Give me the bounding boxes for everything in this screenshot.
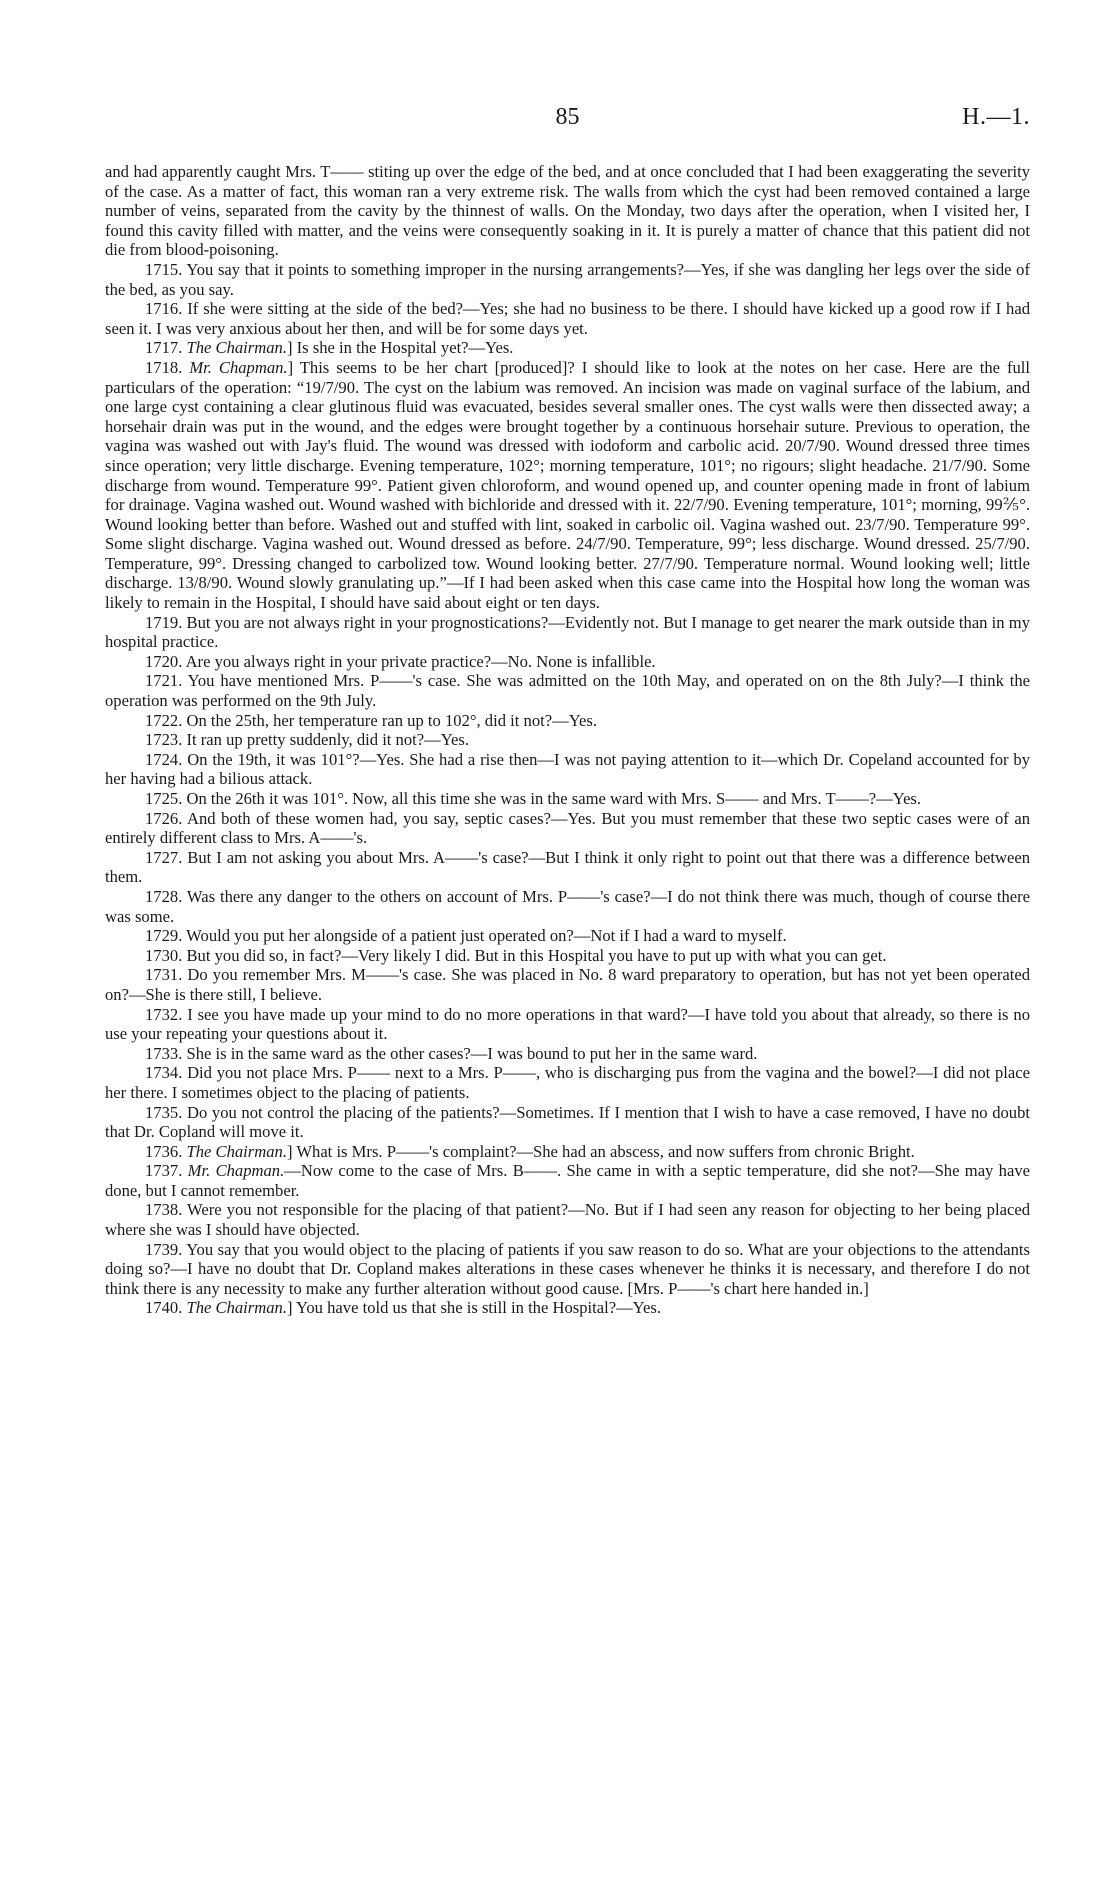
paragraph xyxy=(105,1142,1030,1162)
paragraph-text: 1727. But I am not asking you about Mrs. A——'s case?—But I think it only right to point out that there was a difference between them. xyxy=(105,847,1030,887)
paragraph-text: 1730. But you did so, in fact?—Very likely I did. But in this Hospital you have to put up with what you can get. xyxy=(145,945,887,965)
paragraph xyxy=(105,809,1030,848)
speaker-name: The Chairman. xyxy=(186,1298,287,1318)
paragraph-text: 1716. If she were sitting at the side of the bed?—Yes; she had no business to be there. I should have kicked up a good row if I had seen it. I was very anxious about her then, and will be for some days yet. xyxy=(105,299,1030,338)
paragraph-text: 1715. You say that it points to something improper in the nursing arrangements?—Yes, if she was dangling her legs over the side of the bed, as you say. xyxy=(105,259,1030,299)
paragraph xyxy=(105,1005,1030,1044)
paragraph xyxy=(105,965,1030,1004)
paragraph-text: 1723. It ran up pretty suddenly, did it not?—Yes. xyxy=(145,730,470,750)
paragraph-text: ] What is Mrs. P——'s complaint?—She had an abscess, and now suffers from chronic Bright. xyxy=(286,1141,915,1161)
paragraph-text: 1718. xyxy=(145,357,190,377)
paragraph xyxy=(105,926,1030,946)
page-header xyxy=(105,104,1030,144)
speaker-name: The Chairman. xyxy=(186,338,287,358)
paragraph-text: 1738. Were you not responsible for the placing of that patient?—No. But if I had seen any reason for objecting to her being placed where she was I should have objected. xyxy=(105,1200,1030,1240)
paragraph-text: 1736. xyxy=(145,1141,187,1161)
paragraph-text: 1725. On the 26th it was 101°. Now, all this time she was in the same ward with Mrs. S—— and Mrs. T——?—Yes. xyxy=(145,789,922,808)
paragraph-text: 1722. On the 25th, her temperature ran up to 102°, did it not?—Yes. xyxy=(145,710,597,730)
paragraph-text: 1733. She is in the same ward as the other cases?—I was bound to put her in the same ward. xyxy=(145,1043,758,1063)
speaker-name: Mr. Chapman. xyxy=(189,357,288,377)
testimony-text xyxy=(105,162,1030,1318)
paragraph xyxy=(105,887,1030,926)
paragraph-text: 1740. xyxy=(145,1298,187,1318)
paragraph-text: 1719. But you are not always right in your prognostications?—Evidently not. But I manage to get nearer the mark outside than in my hospital practice. xyxy=(105,612,1030,652)
paragraph-text: 1735. Do you not control the placing of the patients?—Sometimes. If I mention that I wish to have a case removed, I have no doubt that Dr. Copland will move it. xyxy=(105,1102,1030,1142)
paragraph xyxy=(105,789,1030,809)
page-reference: H.—1. xyxy=(962,104,1030,130)
paragraph xyxy=(105,1063,1030,1102)
paragraph xyxy=(105,260,1030,299)
paragraph-text: 1728. Was there any danger to the others on account of Mrs. P——'s case?—I do not think there was much, though of course there was some. xyxy=(105,886,1030,926)
paragraph-text: 1739. You say that you would object to the placing of patients if you saw reason to do so. What are your objections to the attendants doing so?—I have no doubt that Dr. Copland makes alterations in these cases whenever he thinks it is necessary, and therefore I do not think there is any necessity to make any further alteration without good cause. [Mrs. P——'s chart here handed in.] xyxy=(105,1239,1030,1298)
paragraph-text: 1729. Would you put her alongside of a patient just operated on?—Not if I had a ward to myself. xyxy=(145,926,787,946)
paragraph-text: ] This seems to be her chart [produced]? I should like to look at the notes on her case. Here are the full particulars of the operation: “19/7/90. The cyst on the labium was removed. An incision was made on vaginal surface of the labium, and one large cyst containing a clear glutinous fluid was evacuated, besides several smaller ones. The cyst walls were then dissected away; a horsehair drain was put in the wound, and the edges were brought together by a continuous horsehair suture. Previous to operation, the vagina was washed out with Jay's fluid. The wound was dressed with iodoform and carbolic acid. 20/7/90. Wound dressed three times since operation; very little discharge. Evening temperature, 102°; morning temperature, 101°; no rigours; slight headache. 21/7/90. Some discharge from wound. Temperature 99°. Patient given chloroform, and wound opened up, and counter opening made in front of labium for drainage. Vagina washed out. Wound washed with bichloride and dressed with it. 22/7/90. Evening temperature, 101°; morning, 99⅖°. Wound looking better than before. Washed out and stuffed with lint, soaked in carbolic oil. Vagina washed out. 23/7/90. Temperature 99°. Some slight discharge. Vagina washed out. Wound dressed as before. 24/7/90. Temperature, 99°; less discharge. Wound dressed. 25/7/90. Temperature, 99°. Dressing changed to carbolized tow. Wound looking better. 27/7/90. Temperature normal. Wound looking well; little discharge. 13/8/90. Wound slowly granulating up.”—If I had been asked when this case came into the Hospital how long the woman was likely to remain in the Hospital, I should have said about eight or ten days. xyxy=(105,357,1031,613)
paragraph xyxy=(105,613,1030,652)
paragraph xyxy=(105,162,1030,260)
paragraph-text: 1726. And both of these women had, you say, septic cases?—Yes. But you must remember that these two septic cases were of an entirely different class to Mrs. A——'s. xyxy=(105,808,1030,848)
paragraph-text: —Now come to the case of Mrs. B——. She came in with a septic temperature, did she not?—She may have done, but I cannot remember. xyxy=(105,1161,1030,1200)
paragraph xyxy=(105,671,1030,710)
paragraph-text: and had apparently caught Mrs. T—— stiting up over the edge of the bed, and at once concluded that I had been exaggerating the severity of the case. As a matter of fact, this woman ran a very extreme risk. The walls from which the cyst had been removed contained a large number of veins, separated from the cavity by the thinnest of walls. On the Monday, two days after the operation, when I visited her, I found this cavity filled with matter, and the veins were consequently soaking in it. It is purely a matter of chance that this patient did not die from blood-poisoning. xyxy=(105,162,1030,260)
paragraph-text: ] You have told us that she is still in the Hospital?—Yes. xyxy=(286,1298,661,1318)
paragraph xyxy=(105,946,1030,966)
speaker-name: Mr. Chapman. xyxy=(187,1161,285,1181)
paragraph xyxy=(105,848,1030,887)
paragraph xyxy=(105,730,1030,750)
paragraph-text: ] Is she in the Hospital yet?—Yes. xyxy=(286,338,514,358)
paragraph-text: 1737. xyxy=(145,1161,188,1181)
paragraph xyxy=(105,1298,1030,1318)
paragraph-text: 1731. Do you remember Mrs. M——'s case. She was placed in No. 8 ward preparatory to operation, but has not yet been operated on?—She is there still, I believe. xyxy=(105,965,1030,1004)
paragraph-text: 1724. On the 19th, it was 101°?—Yes. She had a rise then—I was not paying attention to it—which Dr. Copeland accounted for by her having had a bilious attack. xyxy=(105,749,1030,789)
paragraph xyxy=(105,358,1030,613)
paragraph xyxy=(105,338,1030,358)
page-number: 85 xyxy=(555,104,580,130)
paragraph-text: 1717. xyxy=(145,338,187,358)
paragraph-text: 1721. You have mentioned Mrs. P——'s case. She was admitted on the 10th May, and operated on on the 8th July?—I think the operation was performed on the 9th July. xyxy=(105,671,1030,711)
paragraph-text: 1732. I see you have made up your mind to do no more operations in that ward?—I have told you about that already, so there is no use your repeating your questions about it. xyxy=(105,1004,1030,1044)
paragraph xyxy=(105,1240,1030,1299)
paragraph-text: 1734. Did you not place Mrs. P—— next to a Mrs. P——, who is discharging pus from the vagina and the bowel?—I did not place her there. I sometimes object to the placing of patients. xyxy=(105,1063,1030,1102)
document-page xyxy=(105,104,1030,1318)
paragraph xyxy=(105,652,1030,672)
paragraph-text: 1720. Are you always right in your private practice?—No. None is infallible. xyxy=(145,651,656,671)
paragraph xyxy=(105,299,1030,338)
paragraph xyxy=(105,750,1030,789)
paragraph xyxy=(105,1103,1030,1142)
speaker-name: The Chairman. xyxy=(186,1141,287,1161)
paragraph xyxy=(105,711,1030,731)
paragraph xyxy=(105,1200,1030,1239)
paragraph xyxy=(105,1161,1030,1200)
paragraph xyxy=(105,1044,1030,1064)
